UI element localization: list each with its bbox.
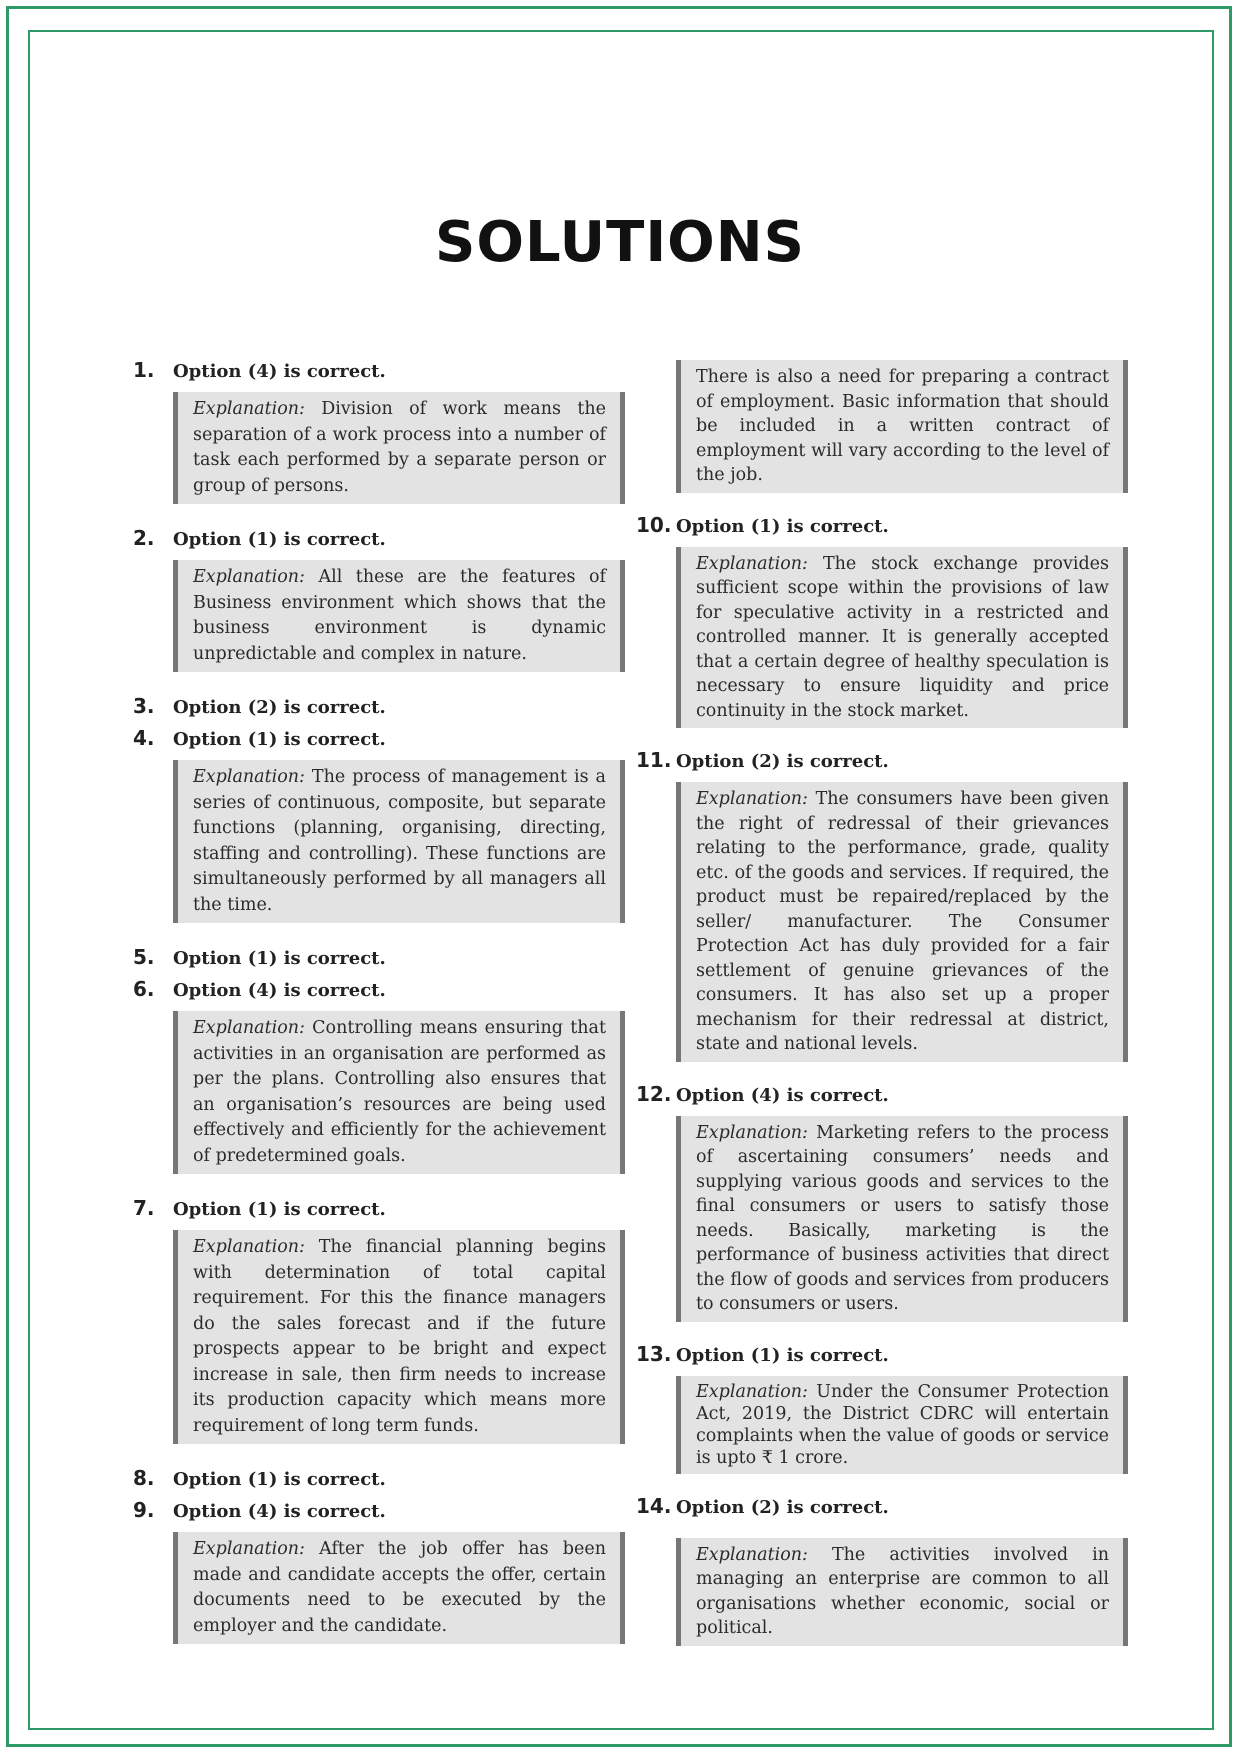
question-number: 5. xyxy=(133,945,155,969)
question-number: 13. xyxy=(636,1341,672,1366)
answer-line: Option (1) is correct. xyxy=(173,529,386,550)
explanation-label: Explanation: xyxy=(193,1018,305,1038)
answer-line: Option (4) is correct. xyxy=(676,1084,889,1106)
question-number: 11. xyxy=(636,748,672,772)
explanation-text: Marketing refers to the process of ascertaining consumers’ needs and supplying various goods and services to the final consumers or users to satisfy those needs. Basically, marketing is the performance of business activities that direct the flow of goods and services from producers to consumers or users. xyxy=(696,1122,1109,1314)
explanation-box xyxy=(173,392,625,504)
question-number: 12. xyxy=(636,1081,672,1106)
solution-11 xyxy=(636,748,1128,1062)
explanation-text: The consumers have been given the right of redressal of their grievances relating to the performance, grade, quality etc. of the goods and services. If required, the product must be repaired/replaced by the seller/ manufacturer. The Consumer Protection Act has duly provided for a fair settlement of genuine grievances of the consumers. It has also set up a proper mechanism for their redressal at district, state and national levels. xyxy=(696,789,1109,1054)
solution-12 xyxy=(636,1082,1128,1322)
question-number: 8. xyxy=(133,1466,155,1490)
question-number: 7. xyxy=(133,1196,155,1220)
solution-14 xyxy=(636,1494,1128,1646)
answer-line: Option (1) is correct. xyxy=(173,1199,386,1220)
explanation-continuation: There is also a need for preparing a contract of employment. Basic information that should be included in a written contract of employment will vary according to the level of the job. xyxy=(676,360,1128,493)
solution-6 xyxy=(133,977,625,1174)
explanation-box xyxy=(676,1116,1128,1322)
answer-line: Option (4) is correct. xyxy=(173,980,386,1001)
right-column xyxy=(636,360,1128,1646)
explanation-text: Controlling means ensuring that activities in an organisation are performed as per the plans. Controlling also ensures that an organisation’s resources are being used effectively and efficiently for the achievement of predetermined goals. xyxy=(193,1018,606,1166)
solution-4 xyxy=(133,726,625,923)
solution-9 xyxy=(133,1498,625,1644)
explanation-text: Division of work means the separation of a work process into a number of task each performed by a separate person or group of persons. xyxy=(193,399,606,496)
question-number: 1. xyxy=(133,358,155,382)
explanation-box xyxy=(173,560,625,672)
explanation-label: Explanation: xyxy=(696,1122,808,1143)
explanation-label: Explanation: xyxy=(696,1544,808,1565)
explanation-text: The activities involved in managing an enterprise are common to all organisations whether economic, social or political. xyxy=(696,1544,1109,1638)
explanation-label: Explanation: xyxy=(696,1381,808,1402)
explanation-label: Explanation: xyxy=(696,789,808,809)
question-number: 6. xyxy=(133,977,155,1001)
explanation-label: Explanation: xyxy=(193,767,305,787)
explanation-box xyxy=(676,1538,1128,1646)
answer-line: Option (2) is correct. xyxy=(173,697,386,718)
answer-line: Option (1) is correct. xyxy=(173,729,386,750)
question-number: 14. xyxy=(636,1493,672,1518)
answer-line: Option (1) is correct. xyxy=(676,1344,889,1366)
answer-line: Option (1) is correct. xyxy=(173,1469,386,1490)
solution-5 xyxy=(133,945,625,969)
answer-line: Option (1) is correct. xyxy=(173,948,386,969)
explanation-box xyxy=(676,1376,1128,1474)
solution-2 xyxy=(133,526,625,672)
explanation-text: All these are the features of Business environment which shows that the business environment is dynamic unpredictable and complex in nature. xyxy=(193,567,606,664)
answer-line: Option (4) is correct. xyxy=(173,361,386,382)
page-title: SOLUTIONS xyxy=(435,210,805,275)
explanation-box xyxy=(173,1532,625,1644)
explanation-text: After the job offer has been made and candidate accepts the offer, certain documents need to be executed by the employer and the candidate. xyxy=(193,1539,606,1636)
explanation-text: The stock exchange provides sufficient scope within the provisions of law for speculative activity in a restricted and controlled manner. It is generally accepted that a certain degree of healthy speculation is necessary to ensure liquidity and price continuity in the stock market. xyxy=(696,553,1109,721)
solution-13 xyxy=(636,1342,1128,1474)
solution-1 xyxy=(133,358,625,504)
question-number: 2. xyxy=(133,526,155,550)
explanation-text: The process of management is a series of continuous, composite, but separate functions (planning, organising, directing, staffing and controlling). These functions are simultaneously performed by all managers all the time. xyxy=(193,767,606,915)
left-column xyxy=(133,358,625,1644)
explanation-text: The financial planning begins with determination of total capital requirement. For this the finance managers do the sales forecast and if the future prospects appear to be bright and expect increase in sale, then firm needs to increase its production capacity which means more requirement of long term funds. xyxy=(193,1237,606,1436)
answer-line: Option (2) is correct. xyxy=(676,751,889,772)
question-number: 9. xyxy=(133,1498,155,1522)
question-number: 4. xyxy=(133,726,155,750)
solution-10 xyxy=(636,513,1128,729)
question-number: 10. xyxy=(636,512,672,537)
explanation-label: Explanation: xyxy=(193,1539,305,1559)
explanation-box xyxy=(676,782,1128,1062)
explanation-label: Explanation: xyxy=(193,567,305,587)
solution-3 xyxy=(133,694,625,718)
solution-8 xyxy=(133,1466,625,1490)
answer-line: Option (1) is correct. xyxy=(676,515,889,537)
explanation-box xyxy=(676,547,1128,729)
explanation-box xyxy=(173,1230,625,1444)
explanation-text: Under the Consumer Protection Act, 2019, the District CDRC will entertain complaints when the value of goods or service is upto ₹ 1 crore. xyxy=(696,1381,1109,1468)
question-number: 3. xyxy=(133,694,155,718)
answer-line: Option (2) is correct. xyxy=(676,1496,889,1518)
answer-line: Option (4) is correct. xyxy=(173,1501,386,1522)
solution-7 xyxy=(133,1196,625,1444)
explanation-box xyxy=(173,760,625,923)
explanation-label: Explanation: xyxy=(696,553,808,574)
explanation-box xyxy=(173,1011,625,1174)
explanation-label: Explanation: xyxy=(193,399,305,419)
explanation-label: Explanation: xyxy=(193,1237,305,1257)
